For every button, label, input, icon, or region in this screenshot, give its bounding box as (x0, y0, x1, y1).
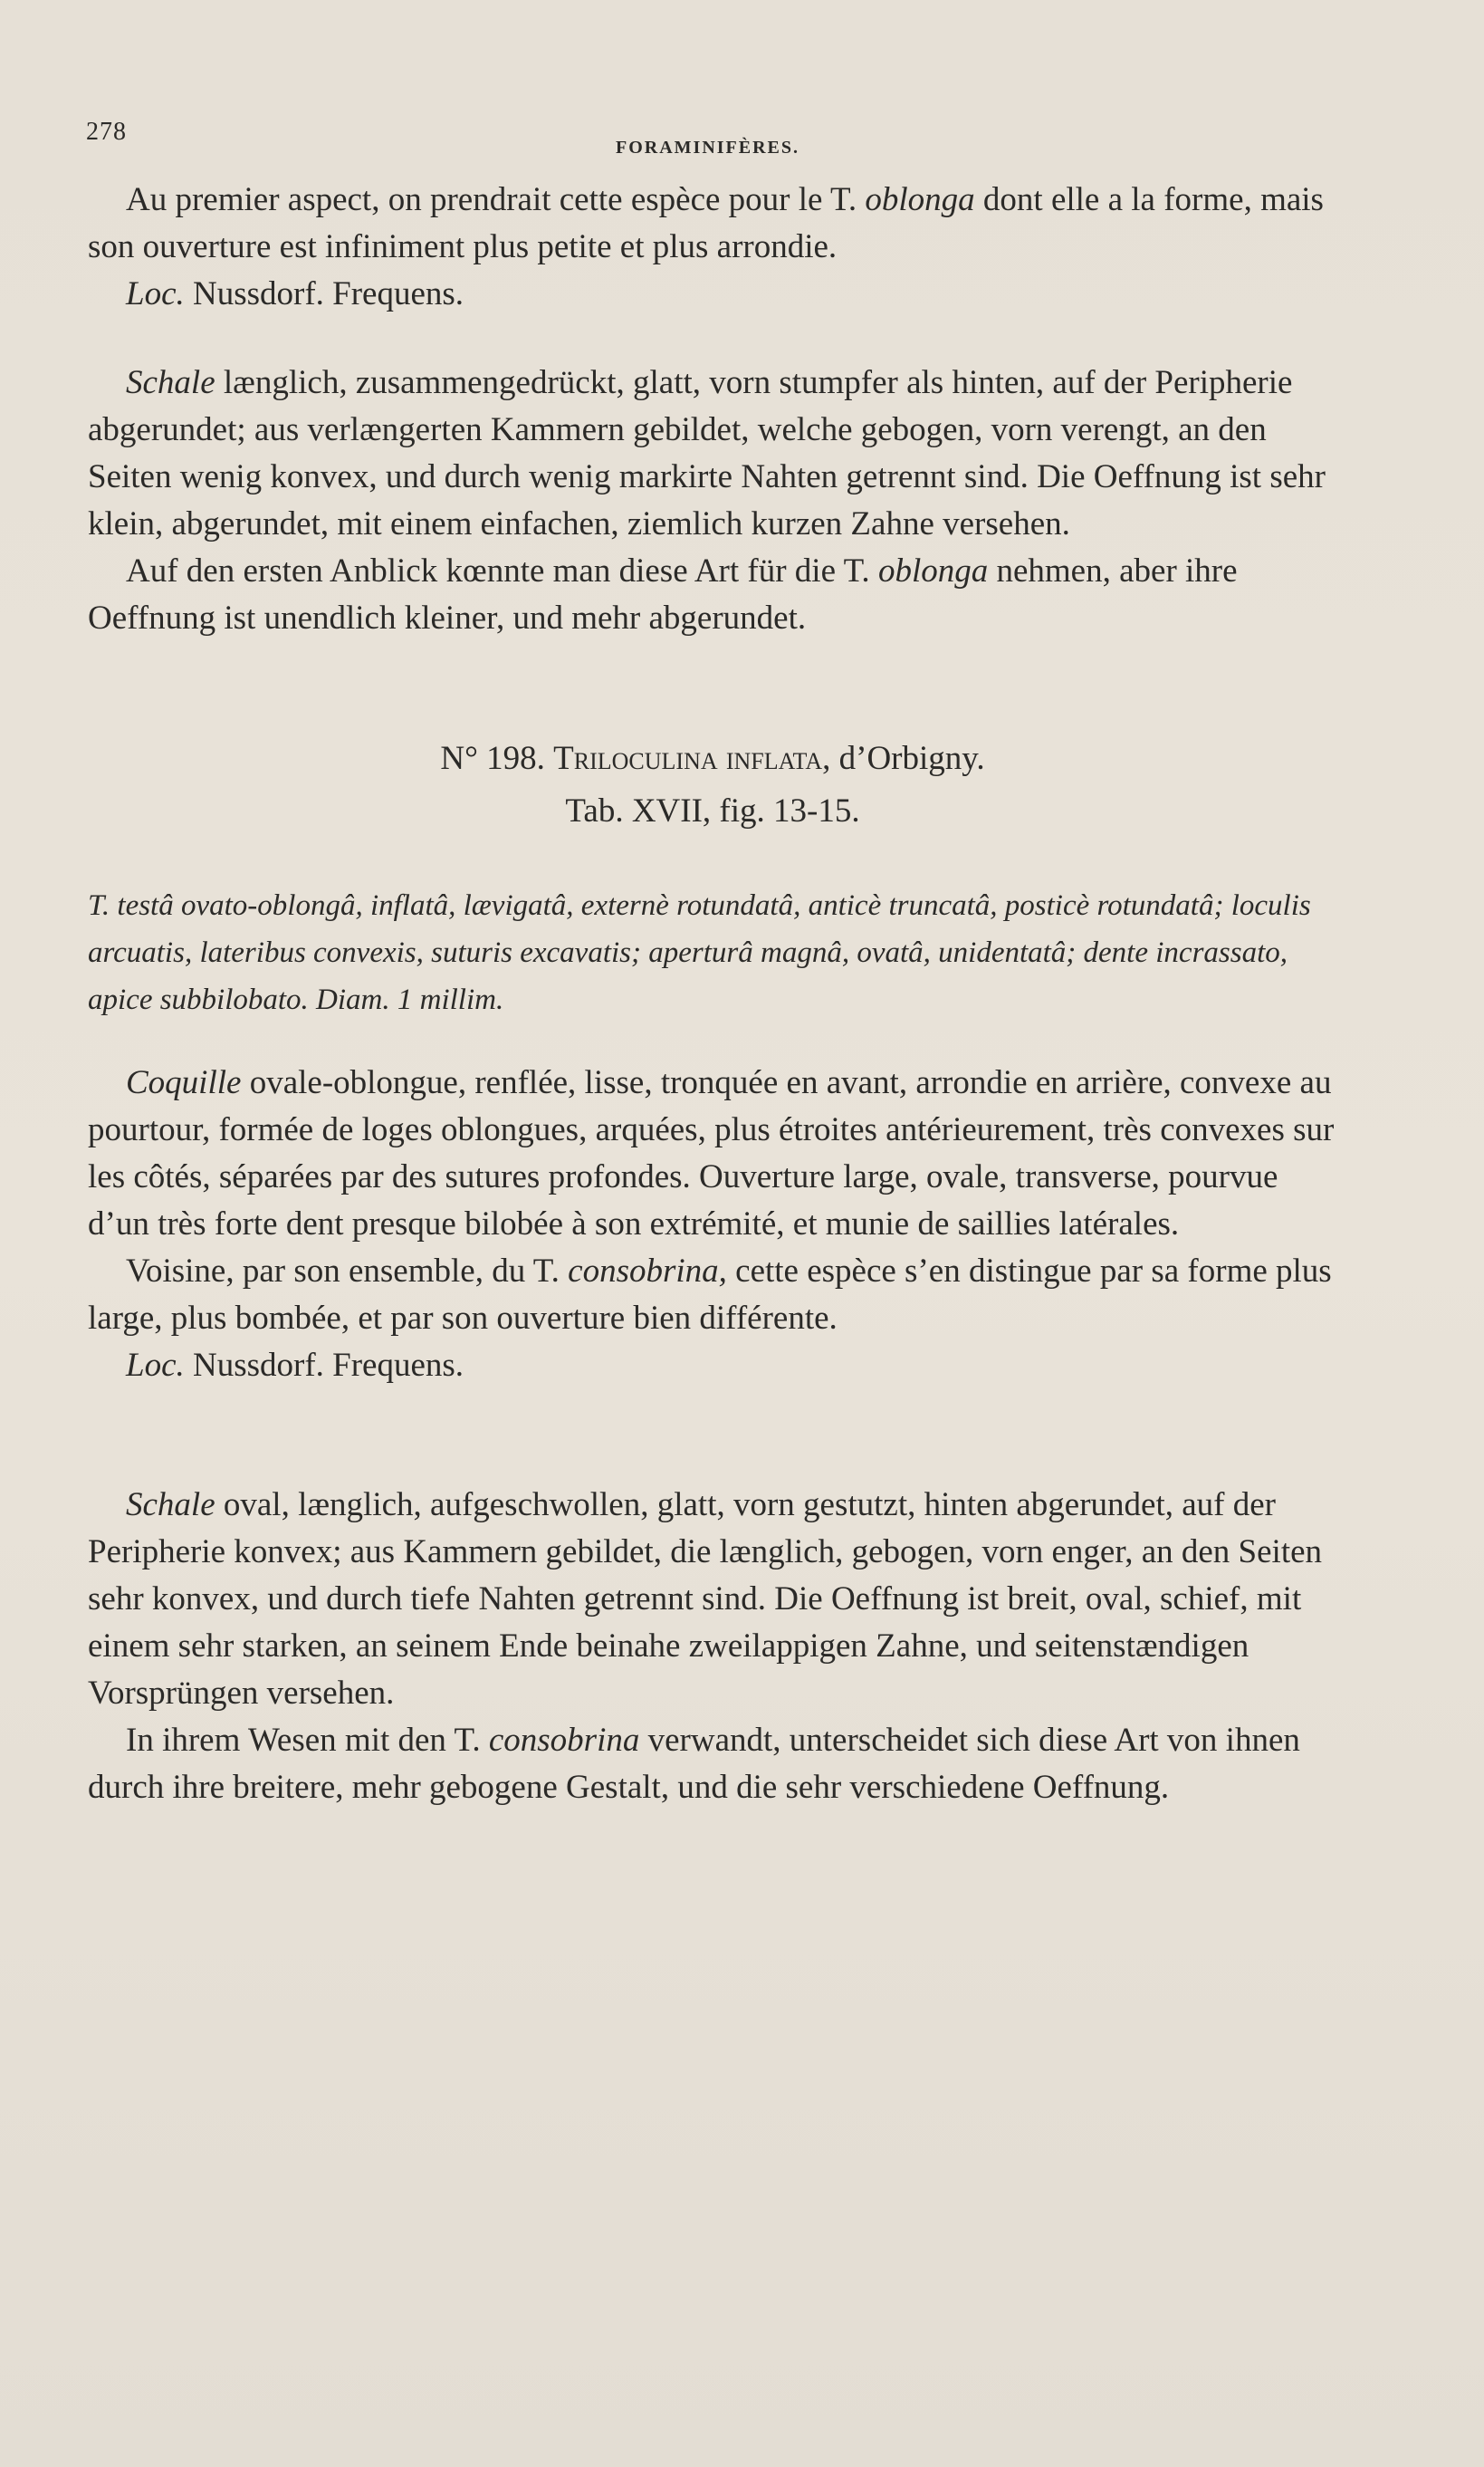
paragraph (88, 177, 1337, 271)
text-run: Voisine, par son ensemble, du T. (126, 1253, 569, 1290)
species-name-heading: Triloculina inflata, (553, 740, 831, 777)
species-name: oblonga (877, 552, 989, 590)
species-heading (88, 735, 1337, 835)
text-run: oval, længlich, aufgeschwollen, glatt, vorn gestutzt, hinten abgerundet, auf der Peripherie konvex; aus Kammern gebildet, die længlich, gebogen, vorn enger, an den Seiten sehr konvex, und durch tiefe Nahten getrennt sind. Die Oeffnung ist breit, oval, schief, mit einem sehr starken, an seinem Ende beinahe zweilappigen Zahne, und seitenstændigen Vorsprüngen versehen. (88, 1486, 1323, 1712)
latin-diagnosis (88, 882, 1337, 1023)
paragraph (88, 1060, 1337, 1248)
plate-reference: Tab. XVII, fig. 13-15. (565, 792, 860, 830)
text-run: verwandt, unterscheidet sich diese Art von ihnen durch ihre breitere, mehr gebogene Gestalt, und die sehr verschiedene Oeffnung. (88, 1722, 1300, 1806)
diagnosis-text: T. testâ ovato-oblongâ, inflatâ, lævigatâ, externè rotundatâ, anticè truncatâ, posticè rotundatâ; loculis arcuatis, lateribus convexis, suturis excavatis; aperturâ magnâ, ovatâ, unidentatâ; dente incrassato, apice subbilobato. Diam. 1 millim. (88, 889, 1311, 1016)
loc-text: Nussdorf. Frequens. (184, 1347, 464, 1384)
species-author: d’Orbigny. (838, 740, 985, 777)
paragraph (88, 360, 1337, 548)
species-title (88, 735, 1337, 782)
text-run: In ihrem Wesen mit den T. (126, 1722, 489, 1759)
french-paragraph-continuation (88, 177, 1337, 318)
text-run: nehmen, aber ihre Oeffnung ist unendlich kleiner, und mehr abgerundet. (88, 552, 1238, 637)
paragraph (88, 1248, 1337, 1342)
text-run: dont elle a la forme, mais son ouverture est infiniment plus petite et plus arrondie. (88, 181, 1324, 265)
loc-label: Loc. (126, 275, 185, 312)
lead-word: Schale (126, 364, 215, 401)
text-run: ovale-oblongue, renflée, lisse, tronquée en avant, arrondie en arrière, convexe au pourtour, formée de loges oblongues, arquées, plus étroites antérieurement, très convexes sur les côtés, séparées par des sutures profondes. Ouverture large, ovale, transverse, pourvue d’un très forte dent presque bilobée à son extrémité, et munie de saillies latérales. (88, 1064, 1335, 1243)
species-number: N° 198. (440, 740, 545, 777)
locality-line (88, 271, 1337, 318)
species-name: oblonga (865, 181, 975, 218)
page-number: 278 (86, 118, 127, 146)
loc-label: Loc. (126, 1347, 185, 1384)
text-run: Au premier aspect, on prendrait cette espèce pour le T. (126, 181, 866, 218)
loc-text: Nussdorf. Frequens. (184, 275, 464, 312)
paragraph (88, 1717, 1337, 1811)
species-name: consobrina, (568, 1253, 727, 1290)
text-run: længlich, zusammengedrückt, glatt, vorn stumpfer als hinten, auf der Peripherie abgerundet; aus verlængerten Kammern gebildet, welche gebogen, vorn verengt, an den Seiten wenig konvex, und durch wenig markirte Nahten getrennt sind. Die Oeffnung ist sehr klein, abgerundet, mit einem einfachen, ziemlich kurzen Zahne versehen. (88, 364, 1326, 542)
text-run: cette espèce s’en distingue par sa forme plus large, plus bombée, et par son ouverture bien différente. (88, 1253, 1332, 1337)
french-description (88, 1060, 1337, 1389)
paragraph (88, 1482, 1337, 1717)
lead-word: Schale (126, 1486, 215, 1523)
german-description (88, 360, 1337, 642)
species-name: consobrina (488, 1722, 640, 1759)
paragraph (88, 548, 1337, 642)
lead-word: Coquille (126, 1064, 242, 1101)
text-run: Auf den ersten Anblick kœnnte man diese Art für die T. (126, 552, 878, 590)
locality-line (88, 1342, 1337, 1389)
german-description-2 (88, 1482, 1337, 1811)
running-head: FORAMINIFÈRES. (616, 138, 800, 158)
